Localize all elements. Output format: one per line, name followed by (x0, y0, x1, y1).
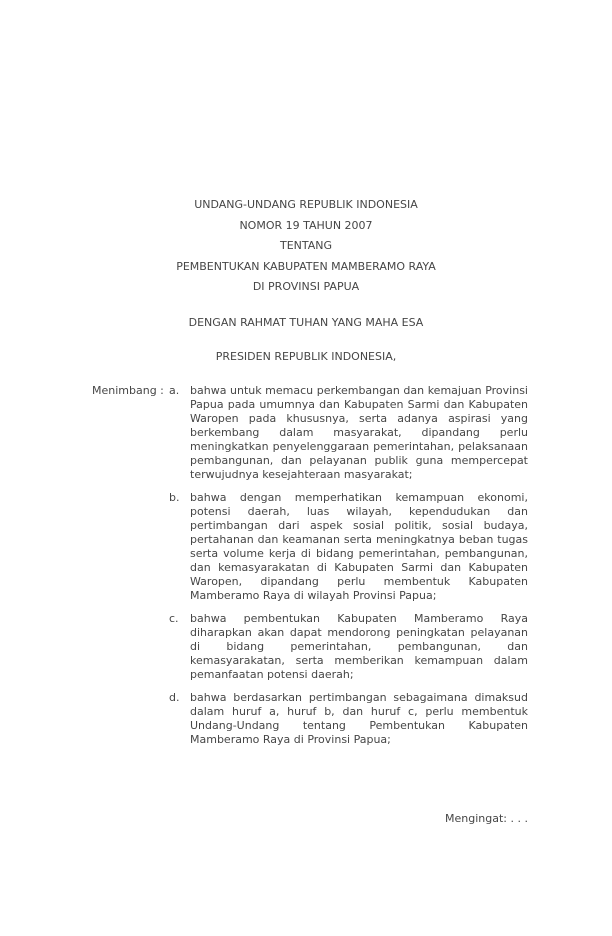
title-line-act-name: UNDANG-UNDANG REPUBLIK INDONESIA (194, 198, 418, 211)
consideration-item (92, 691, 528, 747)
title-line-number-year: NOMOR 19 TAHUN 2007 (239, 218, 373, 232)
title-line-province: DI PROVINSI PAPUA (252, 280, 360, 293)
consideration-marker: c. (169, 612, 179, 625)
consideration-item (92, 612, 528, 682)
consideration-item (92, 491, 528, 603)
consideration-text: bahwa dengan memperhatikan kemampuan ekonomi, potensi daerah, luas wilayah, kependudukan dan pertimbangan dari aspek sosial politik, sosial budaya, pertahanan dan keamanan serta meningkatnya beban tugas serta volume kerja di bidang pemerintahan, pembangunan, dan kemasyarakatan di Kabupaten Sarmi dan Kabupaten Waropen, dipandang perlu membentuk Kabupaten Mamberamo Raya di wilayah Provinsi Papua; (190, 491, 528, 602)
considerations-section (92, 384, 528, 756)
consideration-text: bahwa untuk memacu perkembangan dan kemajuan Provinsi Papua pada umumnya dan Kabupaten Sarmi dan Kabupaten Waropen pada khususnya, serta adanya aspirasi yang berkembang dalam masyarakat, dipandang perlu meningkatkan penyelenggaraan pemerintahan, pelaksanaan pembangunan, dan pelayanan publik guna mempercepat terwujudnya kesejahteraan masyarakat; (190, 384, 528, 481)
document-title (87, 195, 525, 298)
consideration-marker: d. (169, 691, 180, 704)
invocation-line: DENGAN RAHMAT TUHAN YANG MAHA ESA (188, 316, 424, 329)
consideration-text: bahwa berdasarkan pertimbangan sebagaimana dimaksud dalam huruf a, huruf b, dan huruf c, perlu membentuk Undang-Undang tentang Pembentukan Kabupaten Mamberamo Raya di Provinsi Papua; (190, 691, 528, 746)
title-line-about: TENTANG (279, 239, 333, 252)
consideration-label: Menimbang : (92, 384, 164, 397)
title-line-subject: PEMBENTUKAN KABUPATEN MAMBERAMO RAYA (176, 259, 436, 273)
consideration-text: bahwa pembentukan Kabupaten Mamberamo Raya diharapkan akan dapat mendorong peningkatan pelayanan di bidang pemerintahan, pembangunan, dan kemasyarakatan, serta memberikan kemampuan dalam pemanfaatan potensi daerah; (190, 612, 528, 681)
consideration-marker: a. (169, 384, 180, 397)
consideration-marker: b. (169, 491, 180, 504)
consideration-item (92, 384, 528, 482)
catchword: Mengingat: . . . (445, 812, 528, 825)
authority-line: PRESIDEN REPUBLIK INDONESIA, (215, 350, 397, 363)
